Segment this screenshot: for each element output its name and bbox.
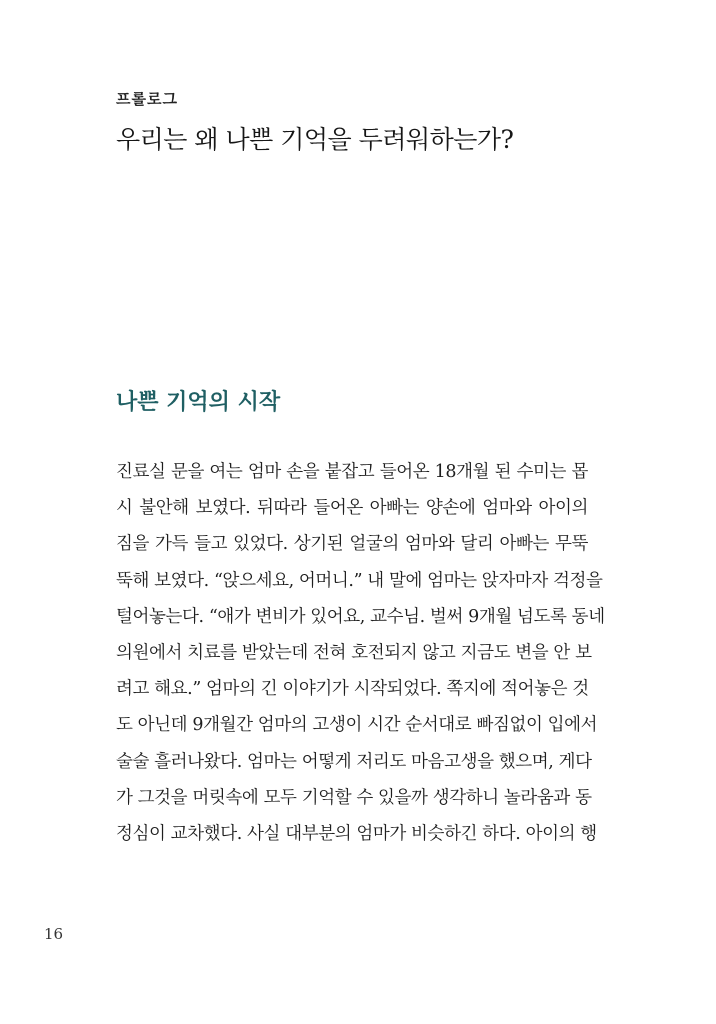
body-line: 정심이 교차했다. 사실 대부분의 엄마가 비슷하긴 하다. 아이의 행: [116, 823, 597, 844]
body-line: 진료실 문을 여는 엄마 손을 붙잡고 들어온 18개월 된 수미는 몹: [116, 462, 588, 482]
body-line: 시 불안해 보였다. 뒤따라 들어온 아빠는 양손에 엄마와 아이의: [116, 498, 588, 519]
section-heading: 나쁜 기억의 시작: [116, 389, 281, 415]
body-line: 뚝해 보였다. “앉으세요, 어머니.” 내 말에 엄마는 앉자마자 걱정을: [116, 570, 603, 591]
body-line: 의원에서 치료를 받았는데 전혀 호전되지 않고 지금도 변을 안 보: [116, 642, 592, 663]
body-line: 술술 흘러나왔다. 엄마는 어떻게 저리도 마음고생을 했으며, 게다: [116, 751, 592, 772]
body-line: 도 아닌데 9개월간 엄마의 고생이 시간 순서대로 빠짐없이 입에서: [116, 715, 598, 736]
chapter-label: 프롤로그: [116, 90, 178, 108]
chapter-title: 우리는 왜 나쁜 기억을 두려워하는가?: [116, 125, 514, 154]
body-line: 짐을 가득 들고 있었다. 상기된 얼굴의 엄마와 달리 아빠는 무뚝: [116, 534, 588, 555]
body-paragraph: [116, 454, 605, 852]
body-line: 려고 해요.” 엄마의 긴 이야기가 시작되었다. 쪽지에 적어놓은 것: [116, 679, 589, 700]
body-line: 가 그것을 머릿속에 모두 기억할 수 있을까 생각하니 놀라움과 동: [116, 787, 592, 808]
body-line: 털어놓는다. “애가 변비가 있어요, 교수님. 벌써 9개월 넘도록 동네: [116, 606, 605, 627]
page-number: 16: [44, 925, 64, 943]
